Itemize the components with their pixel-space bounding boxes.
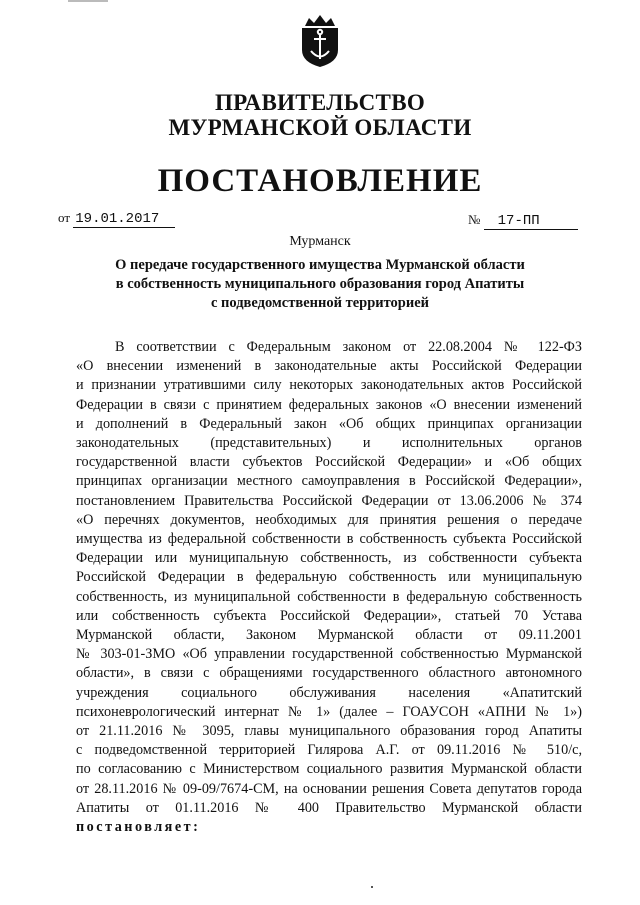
- body-line: учреждения социального обслуживания населения «Апатитский: [76, 684, 582, 701]
- body-line: В соответствии с Федеральным законом от 22.08.2004 № 122-ФЗ: [115, 339, 582, 355]
- document-number: 17-ПП: [484, 213, 578, 230]
- body-line: области», в связи с обращениями государственного областного автономного: [76, 665, 582, 682]
- body-line: постановлением Правительства Российской Федерации от 13.06.2006 № 374: [76, 492, 582, 509]
- body-line: по согласованию с Министерством социального развития Мурманской области: [76, 761, 582, 778]
- body-line: Российской Федерации в федеральную собственность или муниципальную: [76, 569, 582, 586]
- body-line: Апатиты от 01.11.2016 № 400 Правительство Мурманской области: [76, 799, 582, 816]
- government-title-line2: МУРМАНСКОЙ ОБЛАСТИ: [168, 115, 472, 140]
- body-line: Федерации или муниципальную собственность, из собственности субъекта: [76, 550, 582, 567]
- coat-of-arms-icon: [297, 12, 343, 68]
- emblem-graphic: [297, 12, 343, 68]
- subject-line: О передаче государственного имущества Мурманской области: [115, 257, 525, 273]
- body-line: от 28.11.2016 № 09-09/7674-СМ, на основании решения Совета депутатов города: [76, 780, 582, 797]
- document-subject: [80, 256, 560, 313]
- body-line: государственной власти субъектов Российской Федерации» и «Об общих: [76, 454, 582, 471]
- body-line: психоневрологический интернат № 1» (далее – ГОАУСОН «АПНИ № 1»): [76, 703, 582, 720]
- document-body: [76, 338, 582, 837]
- number-row: [468, 212, 578, 230]
- body-line: Мурманской области, Законом Мурманской области от 09.11.2001: [76, 627, 582, 644]
- body-line: № 303-01-ЗМО «Об управлении государственной собственностью Мурманской: [76, 646, 582, 663]
- body-line: Федерации в связи с принятием федеральных законов «О внесении изменений: [76, 396, 582, 413]
- date-prefix: от: [58, 210, 71, 225]
- body-line: от 21.11.2016 № 3095, главы муниципального образования город Апатиты: [76, 723, 582, 740]
- body-line: и дополнений в Федеральный закон «Об общих принципах организации: [76, 415, 582, 432]
- document-type-title: ПОСТАНОВЛЕНИЕ: [157, 163, 483, 199]
- city-name: Мурманск: [289, 234, 351, 249]
- date-row: [58, 210, 175, 228]
- number-prefix: №: [468, 212, 481, 227]
- body-line: «О внесении изменений в законодательные акты Российской Федерации: [76, 358, 582, 375]
- body-line: и признании утратившими силу некоторых законодательных актов Российской: [76, 377, 582, 394]
- subject-line: с подведомственной территорией: [210, 295, 430, 311]
- body-line: принципах организации местного самоуправления в Российской Федерации»,: [76, 473, 582, 490]
- subject-line: в собственность муниципального образования город Апатиты: [115, 276, 525, 292]
- government-title-line1: ПРАВИТЕЛЬСТВО: [214, 90, 426, 115]
- body-line: собственность, из муниципальной собственности в федеральную собственность: [76, 588, 582, 605]
- body-line: законодательных (представительных) и исполнительных органов: [76, 435, 582, 452]
- body-line: «О перечнях документов, необходимых для принятия решения о передаче: [76, 511, 582, 528]
- body-line: имущества из федеральной собственности в собственность субъекта Российской: [76, 531, 582, 548]
- resolution-word: постановляет:: [76, 819, 201, 836]
- document-date: 19.01.2017: [73, 211, 175, 228]
- scan-mark: [68, 0, 108, 2]
- scan-dot: [371, 886, 373, 888]
- body-line: или собственность субъекта Российской Федерации», статьей 70 Устава: [76, 607, 582, 624]
- body-line: с подведомственной территорией Гилярова А.Г. от 09.11.2016 № 510/с,: [76, 742, 582, 759]
